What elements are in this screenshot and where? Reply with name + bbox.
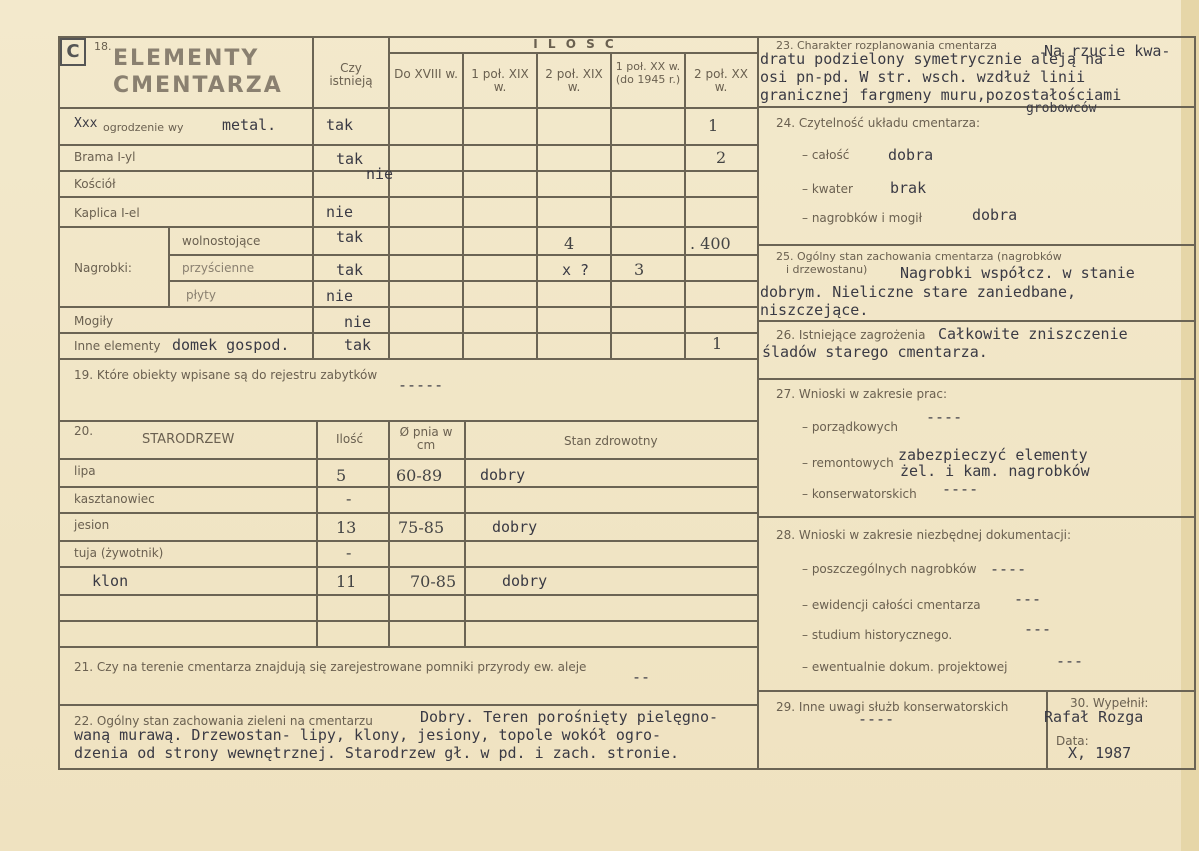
card-edge — [1181, 0, 1199, 851]
row-line — [58, 226, 758, 228]
col-4 — [610, 52, 612, 358]
sd-col-3 — [464, 420, 466, 646]
sd-row-tuja-name: tuja (żywotnik) — [74, 546, 164, 560]
col-header-1xx: 1 poł. XX w. (do 1945 r.) — [615, 60, 681, 86]
sd-num: 20. — [74, 424, 94, 438]
sd-bottom — [58, 646, 758, 648]
brama-czy: tak — [336, 150, 364, 168]
kosciol-czy: nie — [366, 165, 394, 183]
frame-bottom — [58, 768, 1196, 770]
q25-label-1: 25. Ogólny stan zachowania cmentarza (nagrobków — [776, 250, 1062, 263]
col-header-xviii: Do XVIII w. — [394, 67, 458, 81]
section-18-num: 18. — [94, 40, 112, 53]
sd-row — [58, 512, 758, 514]
col-3 — [536, 52, 538, 358]
ilosc-header: I L O Ś Ć — [533, 37, 617, 51]
sd-row-klon-name: klon — [92, 572, 129, 590]
q24-bottom — [757, 244, 1195, 246]
inne-value: domek gospod. — [172, 336, 290, 354]
sd-header-bottom — [58, 458, 758, 460]
q30-data: X, 1987 — [1068, 744, 1132, 762]
q27-remontowych-2: żel. i kam. nagrobków — [900, 462, 1090, 480]
q28-bottom — [757, 690, 1195, 692]
sd-stan-header: Stan zdrowotny — [564, 434, 658, 448]
przyscienne-xx1: 3 — [634, 260, 645, 279]
nagrobki-label: Nagrobki: — [74, 261, 132, 275]
frame-left — [58, 36, 60, 770]
sd-row-lipa-stan: dobry — [480, 466, 526, 484]
q26-line2: śladów starego cmentarza. — [762, 343, 988, 361]
kosciol-label: Kościół — [74, 177, 116, 191]
q23-bottom — [757, 106, 1195, 108]
q23-line5: grobowców — [1026, 101, 1097, 116]
q21-label: 21. Czy na terenie cmentarza znajdują się zarejestrowane pomniki przyrody ew. aleje — [74, 660, 587, 674]
ogrodzenie-value: metal. — [222, 116, 277, 134]
sd-row — [58, 620, 758, 622]
row-line — [58, 196, 758, 198]
col-header-1xix: 1 poł. XIX w. — [471, 67, 529, 94]
middle-divider — [757, 36, 759, 770]
sd-pnia-header: Ø pnia w cm — [399, 425, 453, 452]
sd-ilosc-header: Ilość — [336, 432, 364, 446]
sd-row-lipa-pnia: 60-89 — [396, 466, 443, 485]
sd-row-kasztanowiec-name: kasztanowiec — [74, 492, 155, 506]
row-line — [58, 358, 758, 360]
elements-title-1: ELEMENTY — [113, 46, 260, 71]
q24-label: 24. Czytelność układu cmentarza: — [776, 116, 981, 130]
q25-line2: dobrym. Nieliczne stare zaniedbane, — [760, 283, 1077, 301]
q30-label: 30. Wypełnił: — [1070, 696, 1149, 710]
q23-line1: Na rzucie kwa- — [1044, 42, 1171, 60]
q25-bottom — [757, 320, 1195, 322]
q28-b-label: – ewidencji całości cmentarza — [802, 598, 981, 612]
q19-label: 19. Które obiekty wpisane są do rejestru zabytków — [74, 368, 378, 382]
q24-kwater: brak — [890, 179, 927, 197]
q24-calosc: dobra — [888, 146, 934, 164]
sd-title: STARODRZEW — [142, 432, 235, 447]
q29-label: 29. Inne uwagi służb konserwatorskich — [776, 700, 1009, 714]
sd-col-2 — [388, 420, 390, 646]
q23-label: 23. Charakter rozplanowania cmentarza — [776, 39, 997, 52]
sd-row-jesion-ilosc: 13 — [336, 518, 357, 537]
ogrodzenie-czy: tak — [326, 116, 354, 134]
sd-row — [58, 486, 758, 488]
przyscienne-label: przyścienne — [182, 261, 255, 275]
col-nagrobki — [168, 226, 170, 306]
ogrodzenie-prefix: Xxx — [74, 116, 98, 131]
q22-line1: Dobry. Teren porośnięty pielęgno- — [420, 708, 719, 726]
sd-col-1 — [316, 420, 318, 646]
kaplica-czy: nie — [326, 203, 354, 221]
q29-value: ---- — [858, 710, 895, 728]
sd-row-kasztanowiec-ilosc: - — [346, 489, 352, 508]
q22-label: 22. Ogólny stan zachowania zieleni na cmentarzu — [74, 714, 373, 728]
row-line — [58, 170, 758, 172]
q23-line2: dratu podzielony symetrycznie aleją na — [760, 50, 1104, 68]
col-header-2xix: 2 poł. XIX w. — [545, 67, 603, 94]
brama-label: Brama I-yl — [74, 150, 136, 164]
q27-porzadkowych-label: – porządkowych — [802, 420, 898, 434]
mogily-czy: nie — [344, 313, 372, 331]
sd-row-jesion-stan: dobry — [492, 518, 538, 536]
corner-letter: C — [60, 38, 86, 66]
q28-d: --- — [1056, 652, 1084, 670]
ogrodzenie-label: ogrodzenie — [103, 121, 165, 134]
row-line — [168, 254, 758, 256]
czy-istnieja-header: Czy istnieją — [329, 61, 373, 88]
q28-c-label: – studium historycznego. — [802, 628, 953, 642]
sd-row-klon-pnia: 70-85 — [410, 572, 457, 591]
row-line — [58, 332, 758, 334]
elements-title-2: CMENTARZA — [113, 73, 283, 98]
wolnostojace-label: wolnostojące — [182, 234, 261, 248]
q21-bottom — [58, 704, 758, 706]
sd-row-tuja-ilosc: - — [346, 543, 352, 562]
mogily-label: Mogiły — [74, 314, 114, 328]
q27-remontowych-label: – remontowych — [802, 456, 894, 470]
q26-bottom — [757, 378, 1195, 380]
sd-row-lipa-name: lipa — [74, 464, 96, 478]
q24-nagrobkow: dobra — [972, 206, 1018, 224]
q28-b: --- — [1014, 590, 1042, 608]
q27-remontowych-1: zabezpieczyć elementy — [898, 446, 1088, 464]
q24-nagrobkow-label: – nagrobków i mogił — [802, 211, 923, 225]
wolnostojace-czy: tak — [336, 228, 364, 246]
wolnostojace-xix2: 4 — [564, 234, 575, 253]
sd-row — [58, 566, 758, 568]
plyty-czy: nie — [326, 287, 354, 305]
q27-konserwatorskich: ---- — [942, 480, 979, 498]
q26-label: 26. Istniejące zagrożenia — [776, 328, 926, 342]
q27-label: 27. Wnioski w zakresie prac: — [776, 387, 948, 401]
q27-porzadkowych: ---- — [926, 408, 963, 426]
q23-line4: granicznej fargmeny muru,pozostałościami — [760, 86, 1122, 104]
q21-value: -- — [632, 668, 651, 686]
q22-line3: dzenia od strony wewnętrznej. Starodrzew gł. w pd. i zach. stronie. — [74, 744, 680, 762]
q24-calosc-label: – całość — [802, 148, 850, 162]
q26-line1: Całkowite zniszczenie — [938, 325, 1128, 343]
q28-label: 28. Wnioski w zakresie niezbędnej dokumentacji: — [776, 528, 1072, 542]
inne-label: Inne elementy — [74, 339, 161, 353]
sd-row — [58, 594, 758, 596]
q27-bottom — [757, 516, 1195, 518]
ilosc-line — [388, 52, 758, 54]
inne-xx2: 1 — [712, 334, 723, 353]
q30-name: Rafał Rozga — [1044, 708, 1144, 726]
q22-line2: waną murawą. Drzewostan- lipy, klony, jesiony, topole wokół ogro- — [74, 726, 661, 744]
brama-xx2: 2 — [716, 148, 727, 167]
q30-data-label: Data: — [1056, 734, 1089, 748]
ogrodzenie-xx2: 1 — [708, 116, 719, 135]
inne-czy: tak — [344, 336, 372, 354]
q19-bottom — [58, 420, 758, 422]
row-line — [58, 144, 758, 146]
col-5 — [684, 52, 686, 358]
wolnostojace-xx2: . 400 — [690, 234, 731, 253]
q28-d-label: – ewentualnie dokum. projektowej — [802, 660, 1008, 674]
q27-konserwatorskich-label: – konserwatorskich — [802, 487, 917, 501]
row-line — [168, 280, 758, 282]
sd-row — [58, 540, 758, 542]
q25-line1: Nagrobki współcz. w stanie — [900, 264, 1135, 282]
q28-c: --- — [1024, 620, 1052, 638]
przyscienne-xix2: x ? — [562, 261, 590, 279]
q28-a: ---- — [990, 560, 1027, 578]
sd-row-jesion-pnia: 75-85 — [398, 518, 445, 537]
ogrodzenie-suffix: wy — [168, 121, 184, 134]
col-header-2xx: 2 poł. XX w. — [694, 67, 748, 94]
q19-value: ----- — [398, 376, 444, 394]
q25-line3: niszczejące. — [760, 301, 869, 319]
row-line — [58, 306, 758, 308]
q28-a-label: – poszczególnych nagrobków — [802, 562, 977, 576]
col-2 — [462, 52, 464, 358]
q23-line3: osi pn-pd. W str. wsch. wzdłuż linii — [760, 68, 1086, 86]
sd-row-klon-stan: dobry — [502, 572, 548, 590]
przyscienne-czy: tak — [336, 261, 364, 279]
sd-row-klon-ilosc: 11 — [336, 572, 357, 591]
frame-right — [1194, 36, 1196, 770]
plyty-label: płyty — [186, 288, 216, 302]
sd-row-lipa-ilosc: 5 — [336, 466, 347, 485]
header-bottom-line — [58, 107, 758, 109]
sd-row-jesion-name: jesion — [74, 518, 110, 532]
kaplica-label: Kaplica I-el — [74, 206, 140, 220]
q29-divider — [1046, 690, 1048, 770]
q24-kwater-label: – kwater — [802, 182, 853, 196]
q25-label-2: i drzewostanu) — [786, 263, 868, 276]
